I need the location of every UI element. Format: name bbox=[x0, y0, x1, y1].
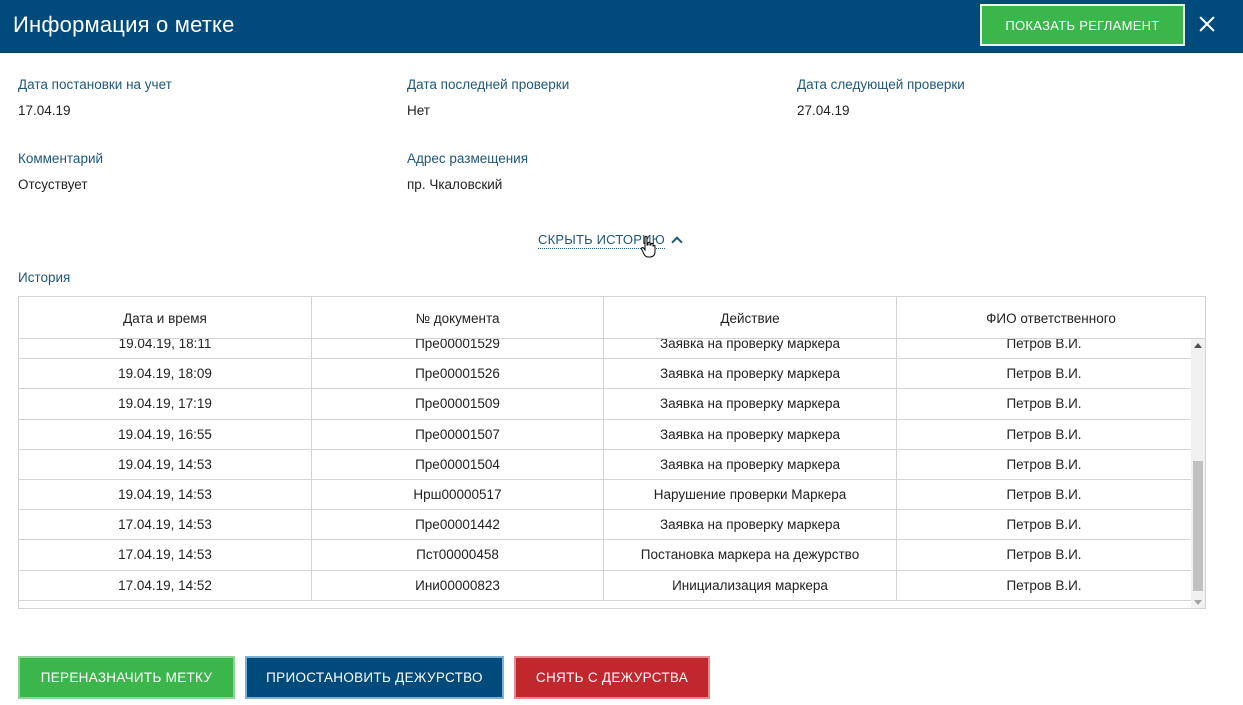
remove-from-duty-button[interactable]: СНЯТЬ С ДЕЖУРСТВА bbox=[514, 656, 710, 699]
cell-datetime: 19.04.19, 17:19 bbox=[19, 389, 312, 418]
cell-action: Заявка на проверку маркера bbox=[604, 510, 897, 539]
next-check-date-field bbox=[797, 77, 965, 118]
cell-document: Пст00000458 bbox=[312, 540, 604, 569]
comment-field bbox=[18, 151, 103, 192]
cell-responsible: Петров В.И. bbox=[1006, 487, 1082, 503]
scroll-up-arrow-icon[interactable] bbox=[1194, 343, 1202, 348]
registration-date-label: Дата постановки на учет bbox=[18, 77, 172, 92]
scroll-down-arrow-icon[interactable] bbox=[1194, 600, 1202, 605]
table-row[interactable] bbox=[19, 540, 1191, 570]
table-row[interactable] bbox=[19, 480, 1191, 510]
cell-datetime: 17.04.19, 14:53 bbox=[19, 540, 312, 569]
cell-responsible: Петров В.И. bbox=[1006, 577, 1082, 593]
table-header bbox=[19, 297, 1205, 339]
cell-responsible: Петров В.И. bbox=[1006, 366, 1082, 382]
cell-action: Заявка на проверку маркера bbox=[604, 359, 897, 388]
last-check-date-field bbox=[407, 77, 569, 118]
cell-action: Заявка на проверку маркера bbox=[604, 389, 897, 418]
cell-datetime: 19.04.19, 18:09 bbox=[19, 359, 312, 388]
table-row[interactable] bbox=[19, 389, 1191, 419]
cell-responsible: Петров В.И. bbox=[1006, 426, 1082, 442]
registration-date-value: 17.04.19 bbox=[18, 103, 71, 118]
dialog-title: Информация о метке bbox=[13, 12, 235, 37]
cell-responsible: Петров В.И. bbox=[1006, 456, 1082, 472]
table-row[interactable] bbox=[19, 359, 1191, 389]
cell-action: Инициализация маркера bbox=[604, 571, 897, 600]
cell-datetime: 19.04.19, 16:55 bbox=[19, 420, 312, 449]
address-label: Адрес размещения bbox=[407, 151, 529, 166]
hide-history-toggle[interactable] bbox=[538, 230, 681, 250]
chevron-up-icon bbox=[671, 236, 682, 247]
cell-action: Заявка на проверку маркера bbox=[604, 420, 897, 449]
cell-responsible: Петров В.И. bbox=[1006, 547, 1082, 563]
cell-document: Пре00001526 bbox=[312, 359, 604, 388]
hand-cursor-icon bbox=[640, 235, 656, 259]
cell-action: Нарушение проверки Маркера bbox=[604, 480, 897, 509]
comment-value: Отсуствует bbox=[18, 177, 88, 192]
cell-datetime: 19.04.19, 18:11 bbox=[19, 339, 312, 358]
history-table bbox=[18, 296, 1206, 609]
suspend-duty-button[interactable]: ПРИОСТАНОВИТЬ ДЕЖУРСТВО bbox=[245, 656, 504, 699]
cell-datetime: 19.04.19, 14:53 bbox=[19, 450, 312, 479]
last-check-date-value: Нет bbox=[407, 103, 430, 118]
table-row[interactable] bbox=[19, 339, 1191, 359]
cell-document: Пре00001507 bbox=[312, 420, 604, 449]
table-body bbox=[19, 339, 1191, 609]
cell-action: Заявка на проверку маркера bbox=[604, 339, 897, 358]
history-label: История bbox=[18, 270, 71, 285]
address-field bbox=[407, 151, 528, 192]
cell-document: Нрш00000517 bbox=[312, 480, 604, 509]
scrollbar-thumb[interactable] bbox=[1193, 461, 1203, 591]
show-regulation-button[interactable]: ПОКАЗАТЬ РЕГЛАМЕНТ bbox=[980, 4, 1185, 46]
cell-responsible: Петров В.И. bbox=[1006, 396, 1082, 412]
dialog-header bbox=[0, 0, 1243, 53]
table-row[interactable] bbox=[19, 420, 1191, 450]
column-header-document[interactable]: № документа bbox=[312, 297, 604, 339]
table-scrollbar[interactable] bbox=[1191, 339, 1205, 609]
cell-document: Пре00001504 bbox=[312, 450, 604, 479]
comment-label: Комментарий bbox=[18, 151, 104, 166]
column-header-datetime[interactable]: Дата и время bbox=[19, 297, 312, 339]
hide-history-label: СКРЫТЬ ИСТОРИЮ bbox=[538, 231, 665, 247]
registration-date-field bbox=[18, 77, 172, 118]
address-value: пр. Чкаловский bbox=[407, 177, 503, 192]
next-check-date-label: Дата следующей проверки bbox=[797, 77, 965, 92]
reassign-tag-button[interactable]: ПЕРЕНАЗНАЧИТЬ МЕТКУ bbox=[18, 656, 235, 699]
next-check-date-value: 27.04.19 bbox=[797, 103, 850, 118]
cell-responsible: Петров В.И. bbox=[1006, 517, 1082, 533]
cell-action: Постановка маркера на дежурство bbox=[604, 540, 897, 569]
cell-datetime: 19.04.19, 14:53 bbox=[19, 480, 312, 509]
close-icon[interactable] bbox=[1196, 13, 1218, 35]
cell-responsible: Петров В.И. bbox=[1006, 339, 1082, 352]
table-row[interactable] bbox=[19, 450, 1191, 480]
cell-action: Заявка на проверку маркера bbox=[604, 450, 897, 479]
last-check-date-label: Дата последней проверки bbox=[407, 77, 570, 92]
table-row[interactable] bbox=[19, 571, 1191, 601]
cell-document: Пре00001529 bbox=[312, 339, 604, 358]
cell-document: Пре00001442 bbox=[312, 510, 604, 539]
table-row[interactable] bbox=[19, 510, 1191, 540]
cell-document: Ини00000823 bbox=[312, 571, 604, 600]
cell-datetime: 17.04.19, 14:53 bbox=[19, 510, 312, 539]
column-header-responsible[interactable]: ФИО ответственного bbox=[986, 310, 1116, 326]
cell-document: Пре00001509 bbox=[312, 389, 604, 418]
cell-datetime: 17.04.19, 14:52 bbox=[19, 571, 312, 600]
column-header-action[interactable]: Действие bbox=[604, 297, 897, 339]
